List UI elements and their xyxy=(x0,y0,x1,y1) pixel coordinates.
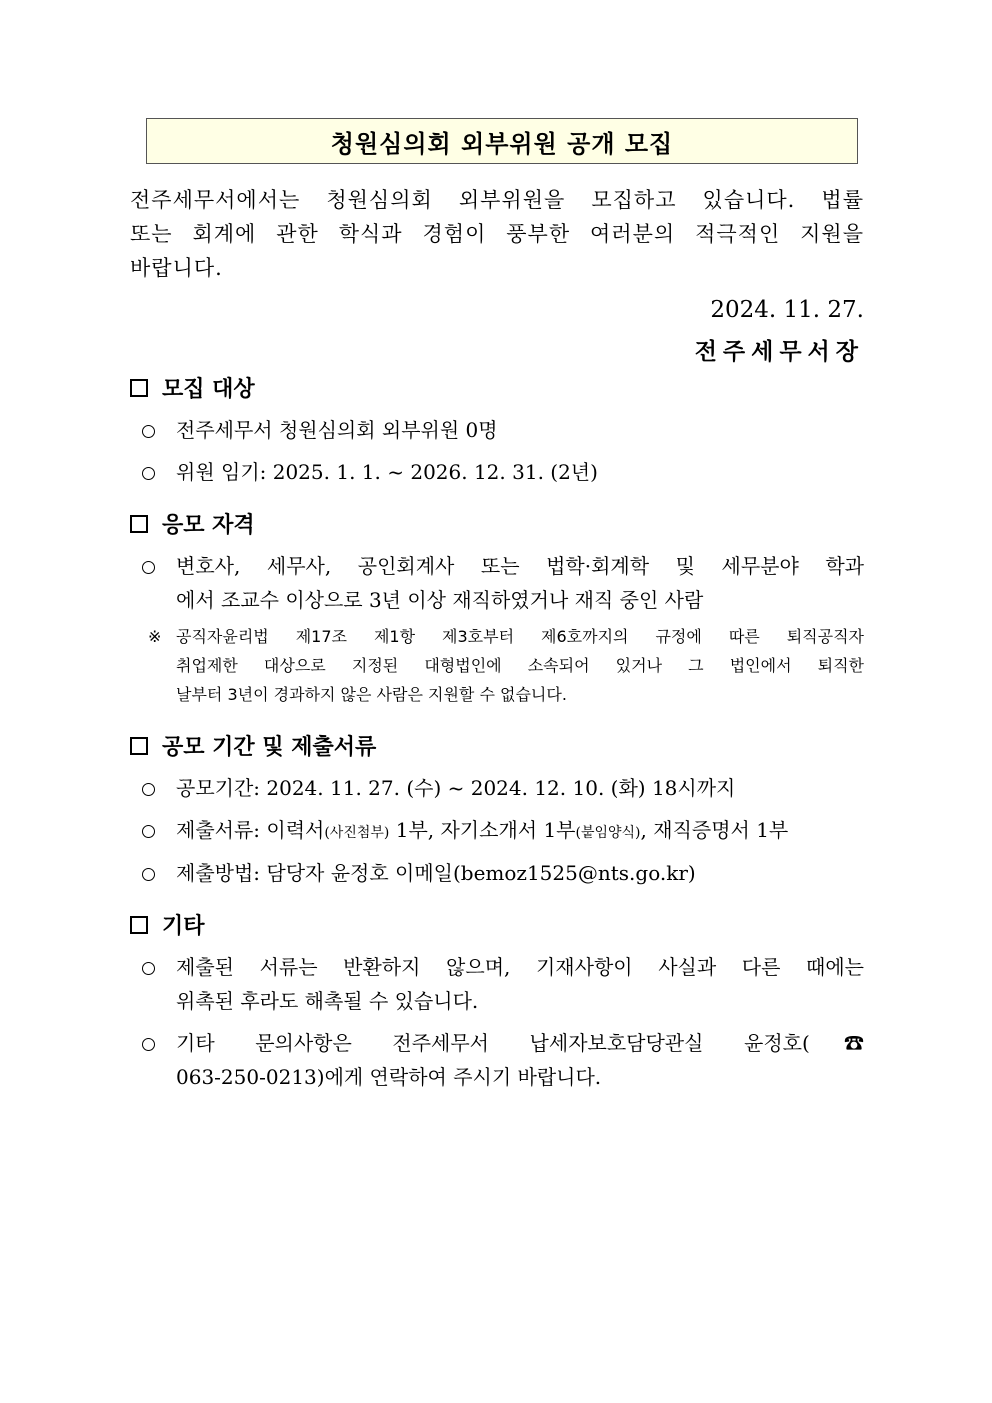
list-item xyxy=(142,950,864,1018)
square-bullet-icon xyxy=(130,379,148,397)
circle-bullet-icon xyxy=(142,825,155,838)
issue-date: 2024. 11. 27. xyxy=(710,297,864,323)
item-text: 전주세무서 청원심의회 외부위원 0명 xyxy=(176,418,498,442)
item-text-line-1: 변호사, 세무사, 공인회계사 또는 법학·회계학 및 세무분야 학과 xyxy=(176,554,864,578)
item-text: 위원 임기: 2025. 1. 1. ~ 2026. 12. 31. (2년) xyxy=(176,460,598,484)
note-block xyxy=(148,622,864,709)
section-other-heading xyxy=(130,909,205,940)
item-text xyxy=(176,813,864,850)
section-period-heading xyxy=(130,730,376,761)
circle-bullet-icon xyxy=(142,868,155,881)
item-text-line-2: 위촉된 후라도 해촉될 수 있습니다. xyxy=(176,989,479,1013)
intro-line-2: 또는 회계에 관한 학식과 경험이 풍부한 여러분의 적극적인 지원을 xyxy=(130,222,864,246)
page-title: 청원심의회 외부위원 공개 모집 xyxy=(146,118,858,164)
list-item xyxy=(142,549,864,617)
list-item xyxy=(142,455,864,489)
section-heading-text: 기타 xyxy=(162,913,205,939)
item-text-line-1: 기타 문의사항은 전주세무서 납세자보호담당관실 윤정호(☎ xyxy=(176,1031,864,1055)
item-text-line-1: 제출된 서류는 반환하지 않으며, 기재사항이 사실과 다른 때에는 xyxy=(176,955,864,979)
item-text: 제출방법: 담당자 윤정호 이메일(bemoz1525@nts.go.kr) xyxy=(176,861,696,885)
note-line-3: 날부터 3년이 경과하지 않은 사람은 지원할 수 없습니다. xyxy=(176,685,567,704)
section-heading-text: 모집 대상 xyxy=(162,376,255,402)
note-line-2: 취업제한 대상으로 지정된 대형법인에 소속되어 있거나 그 법인에서 퇴직한 xyxy=(176,656,864,675)
section-heading-text: 응모 자격 xyxy=(162,512,255,538)
docs-text-e: , 재직증명서 1부 xyxy=(640,818,789,842)
docs-text-b: (사진첨부) xyxy=(324,825,390,841)
square-bullet-icon xyxy=(130,515,148,533)
square-bullet-icon xyxy=(130,916,148,934)
section-heading-text: 공모 기간 및 제출서류 xyxy=(162,734,377,760)
item-text-line-2: 063-250-0213)에게 연락하여 주시기 바랍니다. xyxy=(176,1065,602,1089)
list-item xyxy=(142,771,864,805)
list-item xyxy=(142,413,864,447)
list-item xyxy=(142,813,864,850)
intro-line-3: 바랍니다. xyxy=(130,256,223,280)
section-qualification-heading xyxy=(130,508,255,539)
circle-bullet-icon xyxy=(142,783,155,796)
list-item xyxy=(142,856,864,890)
list-item xyxy=(142,1026,864,1094)
circle-bullet-icon xyxy=(142,425,155,438)
intro-line-1: 전주세무서에서는 청원심의회 외부위원을 모집하고 있습니다. 법률 xyxy=(130,188,864,212)
section-target-heading xyxy=(130,372,255,403)
item-text: 공모기간: 2024. 11. 27. (수) ~ 2024. 12. 10. (화) 18시까지 xyxy=(176,776,736,800)
circle-bullet-icon xyxy=(142,561,155,574)
issuer-name: 전주세무서장 xyxy=(694,338,864,365)
docs-text-d: (붙임양식) xyxy=(575,825,641,841)
docs-text-a: 제출서류: 이력서 xyxy=(176,818,325,842)
item-text-line-2: 에서 조교수 이상으로 3년 이상 재직하였거나 재직 중인 사람 xyxy=(176,588,704,612)
docs-text-c: 1부, 자기소개서 1부 xyxy=(389,818,576,842)
note-line-1: 공직자윤리법 제17조 제1항 제3호부터 제6호까지의 규정에 따른 퇴직공직자 xyxy=(176,627,864,646)
circle-bullet-icon xyxy=(142,962,155,975)
note-mark: ※ xyxy=(148,627,162,646)
circle-bullet-icon xyxy=(142,1038,155,1051)
circle-bullet-icon xyxy=(142,467,155,480)
square-bullet-icon xyxy=(130,737,148,755)
intro-paragraph xyxy=(130,183,864,285)
